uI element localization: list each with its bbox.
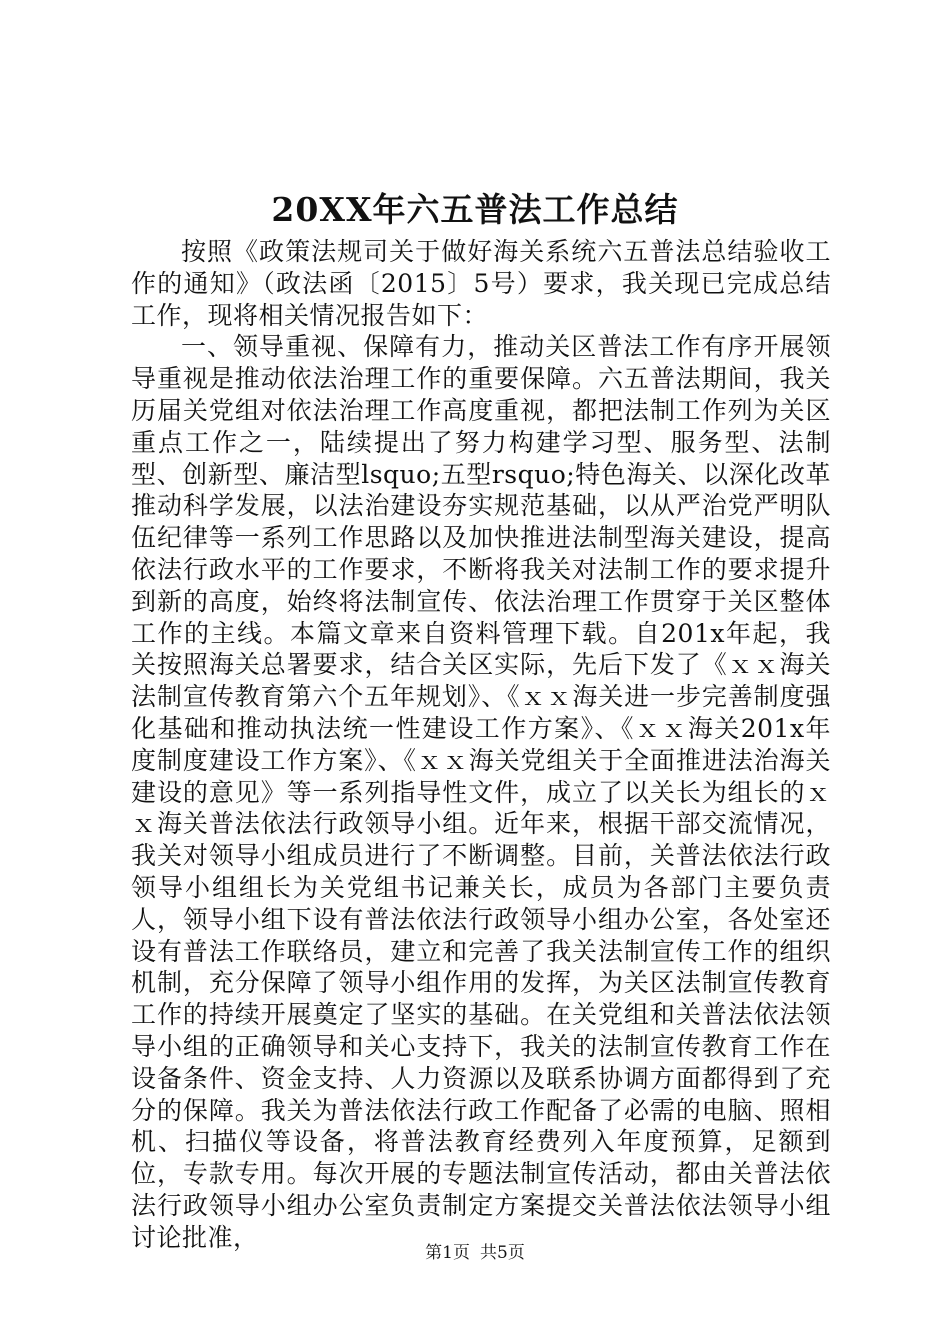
document-body [131, 236, 831, 1254]
page-number-current: 第1页 [425, 1243, 470, 1263]
paragraph-intro: 按照《政策法规司关于做好海关系统六五普法总结验收工作的通知》（政法函〔2015〕5号）要求，我关现已完成总结工作，现将相关情况报告如下： [131, 237, 831, 330]
page-number-total: 共5页 [480, 1243, 525, 1263]
page-footer [0, 1242, 950, 1264]
paragraph-section-one: 一、领导重视、保障有力，推动关区普法工作有序开展领导重视是推动依法治理工作的重要保障。六五普法期间，我关历届关党组对依法治理工作高度重视，都把法制工作列为关区重点工作之一，陆续提出了努力构建学习型、服务型、法制型、创新型、廉洁型lsquo;五型rsquo;特色海关、以深化改革推动科学发展，以法治建设夯实规范基础，以从严治党严明队伍纪律等一系列工作思路以及加快推进法制型海关建设，提高依法行政水平的工作要求，不断将我关对法制工作的要求提升到新的高度，始终将法制宣传、依法治理工作贯穿于关区整体工作的主线。本篇文章来自资料管理下载。自201x年起，我关按照海关总署要求，结合关区实际，先后下发了《ｘｘ海关法制宣传教育第六个五年规划》、《ｘｘ海关进一步完善制度强化基础和推动执法统一性建设工作方案》、《ｘｘ海关201x年度制度建设工作方案》、《ｘｘ海关党组关于全面推进法治海关建设的意见》等一系列指导性文件，成立了以关长为组长的ｘｘ海关普法依法行政领导小组。近年来，根据干部交流情况，我关对领导小组成员进行了不断调整。目前，关普法依法行政领导小组组长为关党组书记兼关长，成员为各部门主要负责人，领导小组下设有普法依法行政领导小组办公室，各处室还设有普法工作联络员，建立和完善了我关法制宣传工作的组织机制，充分保障了领导小组作用的发挥，为关区法制宣传教育工作的持续开展奠定了坚实的基础。在关党组和关普法依法领导小组的正确领导和关心支持下，我关的法制宣传教育工作在设备条件、资金支持、人力资源以及联系协调方面都得到了充分的保障。我关为普法依法行政工作配备了必需的电脑、照相机、扫描仪等设备，将普法教育经费列入年度预算，足额到位，专款专用。每次开展的专题法制宣传活动，都由关普法依法行政领导小组办公室负责制定方案提交关普法依法领导小组讨论批准， [131, 332, 831, 1252]
document-title: 20XX年六五普法工作总结 [271, 190, 679, 229]
